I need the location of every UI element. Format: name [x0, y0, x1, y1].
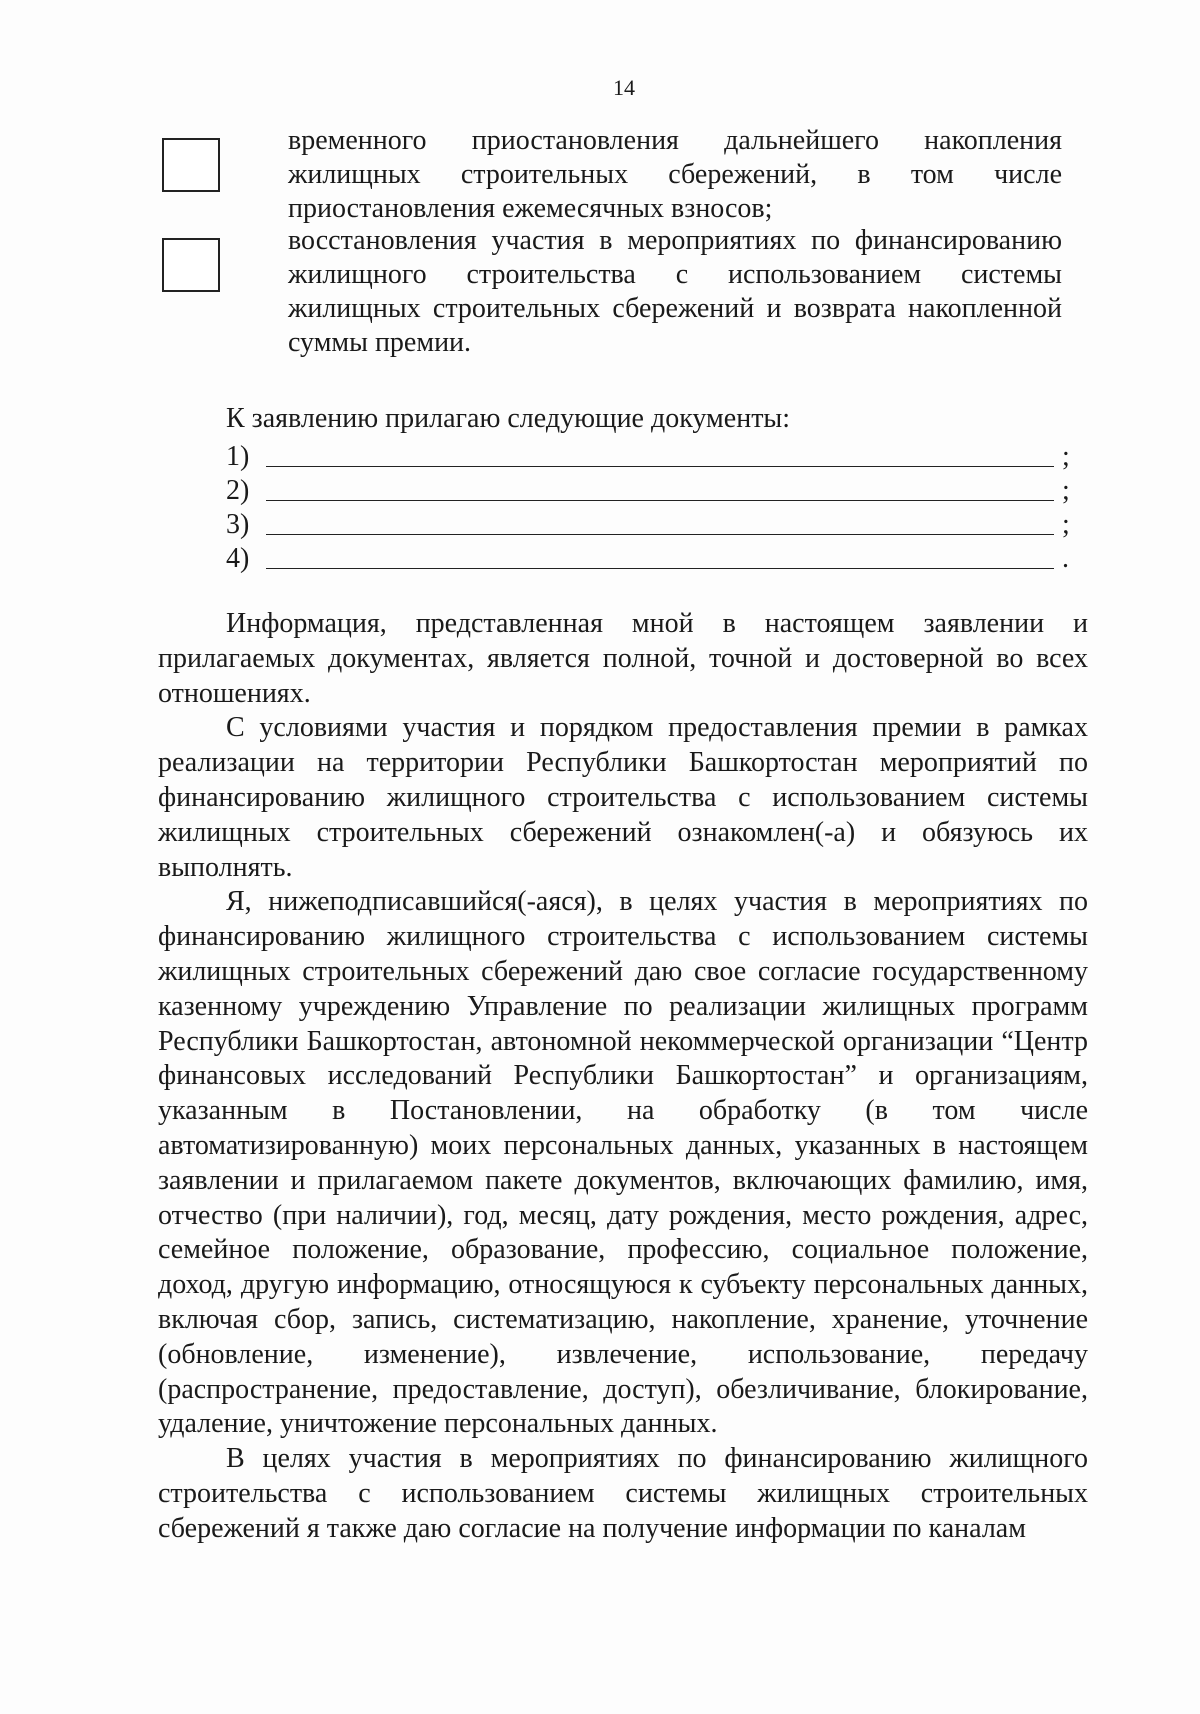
attachment-punctuation: ;: [1062, 509, 1070, 540]
restore-checkbox[interactable]: [162, 238, 220, 292]
checkbox-option-label: временного приостановления дальнейшего накопления жилищных строительных сбережений, в том числе приостановления ежемесячных взносов;: [288, 125, 1062, 224]
attachment-number: 1): [226, 441, 250, 472]
attachments-list: [226, 440, 1086, 576]
document-body: [158, 607, 1088, 1547]
page-number: 14: [613, 75, 635, 100]
attachment-blank-field[interactable]: [266, 533, 1054, 535]
paragraph-personal-data-consent: Я, нижеподписавшийся(-аяся), в целях участия в мероприятиях по финансированию жилищного строительства с использованием системы жилищных строительных сбережений даю свое согласие государственному казенному учреждению Управление по реализации жилищных программ Республики Башкортостан, автономной некоммерческой организации “Центр финансовых исследований Республики Башкортостан” и организациям, указанным в Постановлении, на обработку (в том числе автоматизированную) моих персональных данных, указанных в настоящем заявлении и прилагаемом пакете документов, включающих фамилию, имя, отчество (при наличии), год, месяц, дату рождения, место рождения, адрес, семейное положение, образование, профессию, социальное положение, доход, другую информацию, относящуюся к субъекту персональных данных, включая сбор, запись, систематизацию, накопление, хранение, уточнение (обновление, изменение), извлечение, использование, передачу (распространение, предоставление, доступ), обезличивание, блокирование, удаление, уничтожение персональных данных.: [158, 886, 1088, 1440]
attachment-punctuation: ;: [1062, 441, 1070, 472]
attachment-punctuation: .: [1062, 543, 1069, 574]
attachment-blank-field[interactable]: [266, 567, 1054, 569]
attachment-number: 2): [226, 475, 250, 506]
attachment-item: [226, 440, 1086, 474]
attachment-blank-field[interactable]: [266, 499, 1054, 501]
attachment-number: 3): [226, 509, 250, 540]
attachment-punctuation: ;: [1062, 475, 1070, 506]
paragraph-conditions-acknowledgement: С условиями участия и порядком предоставления премии в рамках реализации на территории Республики Башкортостан мероприятий по финансированию жилищного строительства с использованием системы жилищных строительных сбережений ознакомлен(-а) и обязуюсь их выполнять.: [158, 712, 1088, 883]
paragraph-accuracy-statement: Информация, представленная мной в настоящем заявлении и прилагаемых документах, является полной, точной и достоверной во всех отношениях.: [158, 608, 1088, 709]
attachments-heading: К заявлению прилагаю следующие документы:: [226, 403, 791, 434]
checkbox-option-label: восстановления участия в мероприятиях по финансированию жилищного строительства с использованием системы жилищных строительных сбережений и возврата накопленной суммы премии.: [288, 225, 1062, 358]
attachment-item: [226, 508, 1086, 542]
attachment-number: 4): [226, 543, 250, 574]
suspend-checkbox[interactable]: [162, 138, 220, 192]
paragraph-information-consent: В целях участия в мероприятиях по финансированию жилищного строительства с использованием системы жилищных строительных сбережений я также даю согласие на получение информации по каналам: [158, 1443, 1088, 1544]
attachment-item: [226, 542, 1086, 576]
attachment-blank-field[interactable]: [266, 465, 1054, 467]
attachment-item: [226, 474, 1086, 508]
